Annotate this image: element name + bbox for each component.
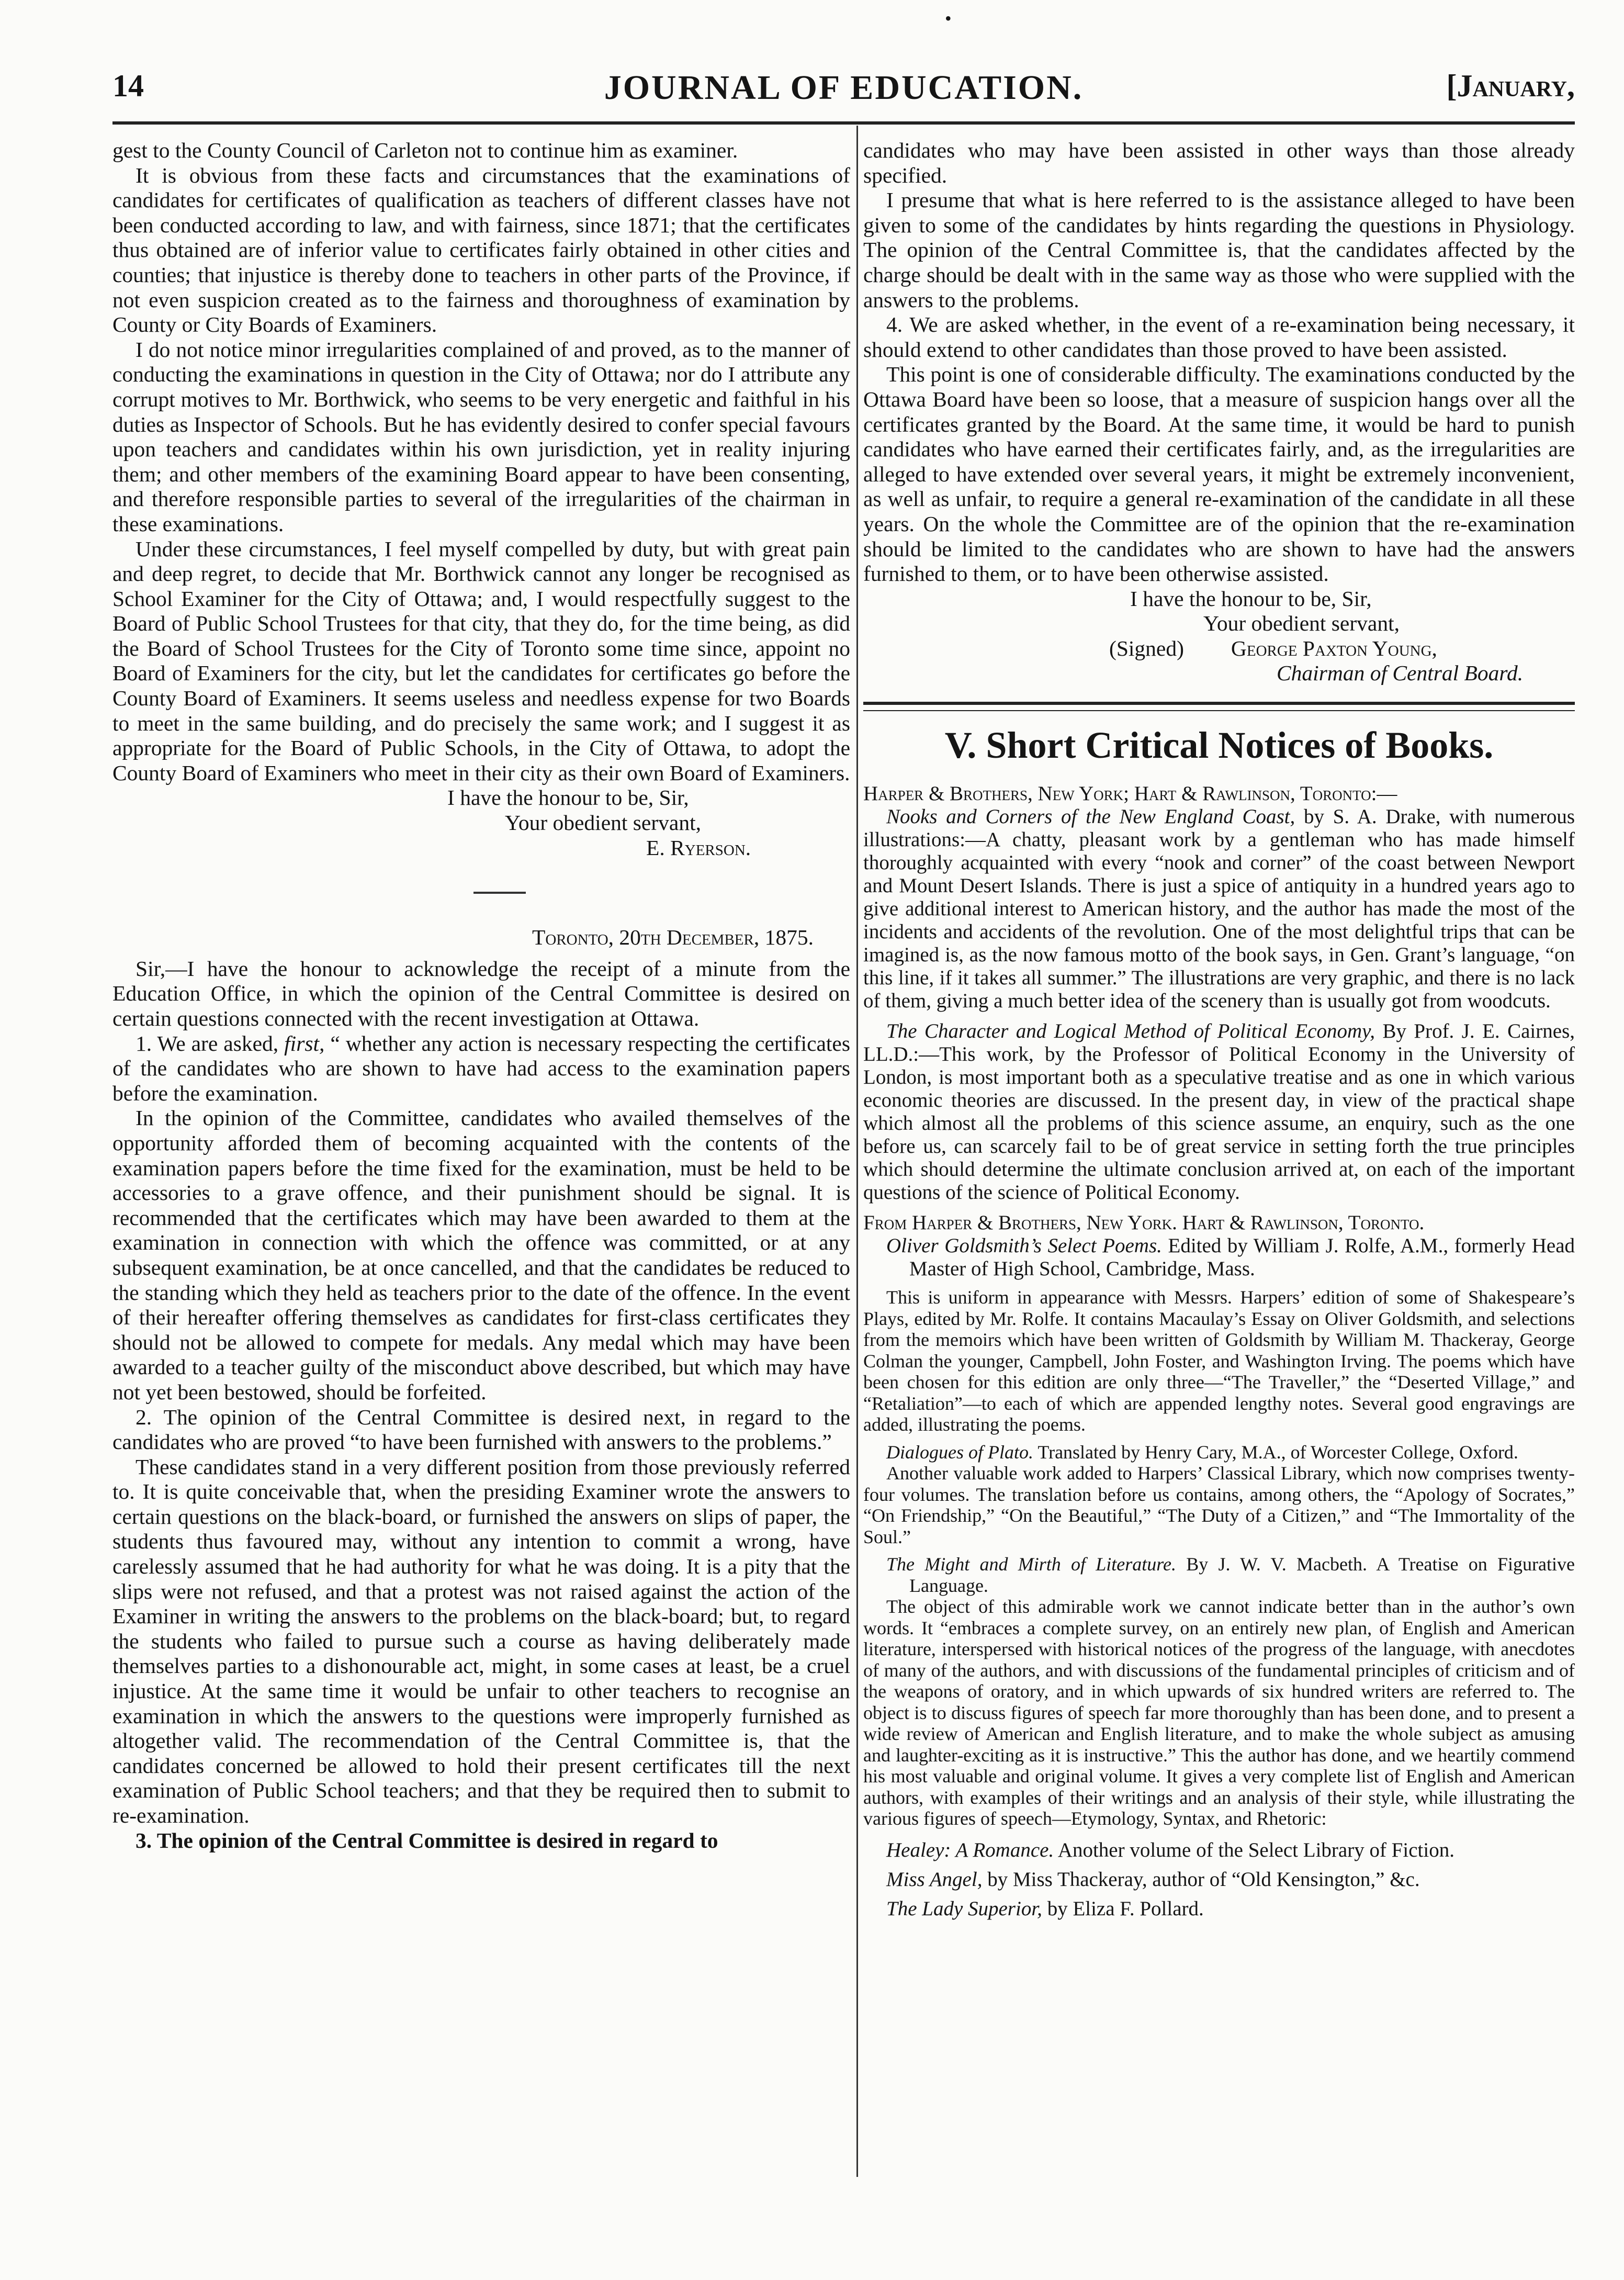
paragraph: It is obvious from these facts and circumstances that the examinations of candidates for certificates of qualification as teachers of different classes have not been conducted according to law, and with fairness, since 1871; that the certificates thus obtained are of inferior value to certificates fairly obtained in other cities and counties; that injustice is thereby done to teachers in other parts of the Province, if not even suspicion created as to the fairness and thoroughness of examination by County or City Boards of Examiners. <box>112 163 850 337</box>
journal-title: JOURNAL OF EDUCATION. <box>604 69 1084 107</box>
closing-line: I have the honour to be, Sir, <box>447 785 689 810</box>
book-text: Translated by Henry Cary, M.A., of Worcester College, Oxford. <box>1033 1441 1518 1463</box>
paragraph: 2. The opinion of the Central Committee is desired next, in regard to the candidates who are proved “to have been furnished with answers to the problems.” <box>112 1405 850 1454</box>
print-mark: • <box>945 8 952 29</box>
book-notices <box>863 782 1575 1281</box>
publisher-line: From Harper & Brothers, New York. Hart & Rawlinson, Toronto. <box>863 1211 1425 1234</box>
paragraph: 3. The opinion of the Central Committee is desired in regard to <box>136 1828 718 1852</box>
closing-line: Your obedient servant, <box>505 811 701 835</box>
text-run: “ whether any action is necessary respecting the certificates of the candidates who are shown to have had access to the examination papers before the examination. <box>112 1031 851 1105</box>
ryerson-closing <box>112 785 850 860</box>
book-text: Edited by William J. Rolfe, A.M., formerly Head Master of High School, Cambridge, Mass. <box>909 1234 1575 1281</box>
book-notice <box>863 1020 1575 1204</box>
committee-closing <box>863 587 1575 686</box>
publisher-line: Harper & Brothers, New York; Hart & Rawlinson, Toronto:— <box>863 782 1397 805</box>
book-notice <box>863 1897 1575 1920</box>
text-run: 1. We are asked, <box>136 1031 285 1055</box>
closing-line: Your obedient servant, <box>1203 611 1400 636</box>
section-title: V. Short Critical Notices of Books. <box>944 724 1494 767</box>
closing-line: I have the honour to be, Sir, <box>1130 586 1372 611</box>
book-notice <box>863 1839 1575 1862</box>
book-title: The Character and Logical Method of Political Economy, <box>886 1020 1375 1043</box>
signature: E. Ryerson. <box>646 835 751 860</box>
separator-rule <box>473 892 526 894</box>
book-notices-small <box>863 1287 1575 1829</box>
signer-title: Chairman of Central Board. <box>1277 661 1524 686</box>
book-title: Nooks and Corners of the New England Coast, <box>886 805 1295 828</box>
book-list <box>863 1839 1575 1920</box>
paragraph: I presume that what is here referred to is the assistance alleged to have been given to some of the candidates by hints regarding the questions in Physiology. The opinion of the Central Committee is, that the candidates affected by the charge should be dealt with in the same way as those who were supplied with the answers to the problems. <box>863 188 1575 312</box>
book-heading <box>863 1442 1575 1463</box>
page-header <box>112 58 1575 118</box>
book-title: Dialogues of Plato. <box>886 1441 1033 1463</box>
book-title: The Lady Superior, <box>886 1897 1042 1920</box>
book-text: Another volume of the Select Library of Fiction. <box>1054 1838 1454 1861</box>
book-title: Healey: A Romance. <box>886 1838 1054 1861</box>
paragraph: Under these circumstances, I feel myself compelled by duty, but with great pain and deep regret, to decide that Mr. Borthwick cannot any longer be recognised as School Examiner for the City of Ottawa; and, I would respectfully suggest to the Board of Public School Trustees for that city, that they do, for the time being, as did the Board of School Trustees for the City of Toronto some time since, appoint no Board of Examiners for the city, but let the candidates for certificates go before the County Board of Examiners. It seems useless and needless expense for two Boards to meet in the same building, and do precisely the same work; and I suggest it as appropriate for the Board of Public Schools, in the City of Ottawa, to adopt the County Board of Examiners who meet in their city as their own Board of Examiners. <box>112 536 850 785</box>
left-column <box>112 138 850 1853</box>
signer-name: George Paxton Young, <box>1231 636 1437 660</box>
signed-line <box>863 636 1575 661</box>
book-text: by Miss Thackeray, author of “Old Kensington,” &c. <box>982 1868 1420 1891</box>
emphasis: first, <box>284 1031 325 1055</box>
paragraph: gest to the County Council of Carleton not to continue him as examiner. <box>112 138 738 162</box>
book-heading <box>863 1554 1575 1596</box>
paragraph: 4. We are asked whether, in the event of a re-examination being necessary, it should extend to other candidates than those proved to have been assisted. <box>863 312 1575 362</box>
paragraph: This point is one of considerable difficulty. The examinations conducted by the Ottawa Board have been so loose, that a measure of suspicion hangs over all the certificates granted by the Board. At the same time, it would be hard to punish candidates who have earned their certificates fairly, and, as the irregularities are alleged to have extended over several years, it might be extremely inconvenient, as well as unfair, to require a general re-examination of the candidate in all these years. On the whole the Committee are of the opinion that the re-examination should be limited to the candidates who are shown to have had the answers furnished to them, or to have been otherwise assisted. <box>863 362 1575 586</box>
book-notice <box>863 1868 1575 1891</box>
page-number: 14 <box>112 69 144 103</box>
paragraph: These candidates stand in a very different position from those previously referred to. It is quite conceivable that, when the presiding Examiner wrote the answers to certain questions on the black-board, or furnished the answers on slips of paper, the students thus favoured may, without any intention to commit a wrong, have carelessly assumed that he had authority for what he was doing. It is a pity that the slips were not refused, and that a protest was not raised against the action of the Examiner in writing the answers to the problems on the black-board; but, to regard the students who failed to pursue such a course as having deliberately made themselves parties to a dishonourable act, might, in some cases at least, be a cruel injustice. At the same time it would be unfair to other teachers to recognise an examination in which the answers to the questions were improperly furnished as altogether valid. The recommendation of the Central Committee is, that the candidates concerned be allowed to hold their present certificates till the next examination of Public School teachers; and that they be required then to submit to re-examination. <box>112 1454 850 1827</box>
paragraph: I do not notice minor irregularities complained of and proved, as to the manner of conducting the examinations in question in the City of Ottawa; nor do I attribute any corrupt motives to Mr. Borthwick, who seems to be very energetic and faithful in his duties as Inspector of Schools. But he has evidently desired to confer special favours upon teachers and candidates within his own jurisdiction, yet in reality injuring them; and other members of the examining Board appear to have been consenting, and therefore responsible parties to several of the irregularities of the chairman in these examinations. <box>112 337 850 536</box>
book-text: By J. W. V. Macbeth. A Treatise on Figurative Language. <box>909 1554 1575 1596</box>
book-title: Oliver Goldsmith’s Select Poems. <box>886 1234 1162 1257</box>
book-text: By Prof. J. E. Cairnes, LL.D.:—This work, by the Professor of Political Economy in the University of London, is most important both as a speculative treatise and as one in which various economic theories are discussed. In the present day, in view of the practical shape which almost all the problems of this science assume, an enquiry, such as the one before us, can scarcely fail to be of great service in setting forth the true principles which should determine the ultimate conclusion arrived at, on each of the important questions of the science of Political Economy. <box>863 1020 1575 1204</box>
paragraph: candidates who may have been assisted in other ways than those already specified. <box>863 138 1575 187</box>
book-notice: Another valuable work added to Harpers’ Classical Library, which now comprises twenty-four volumes. The translation before us contains, among others, the “Apology of Socrates,” “On Friendship,” “On the Beautiful,” “The Duty of a Citizen,” and “The Immortality of the Soul.” <box>863 1463 1575 1547</box>
book-heading <box>863 1234 1575 1281</box>
signed-label: (Signed) <box>1109 636 1184 660</box>
book-notice: The object of this admirable work we cannot indicate better than in the author’s own words. It “embraces a complete survey, on an entirely new plan, of English and American literature, interspersed with historical notices of the progress of the language, with anecdotes of many of the authors, and with discussions of the fundamental principles of criticism and of the weapons of oratory, and in which upwards of six hundred writers are referred to. The object is to discuss figures of speech far more thoroughly than has been done, and to present a wide review of American and English literature, and to make the whole subject as amusing and laughter-exciting as it is instructive.” This the author has done, and we heartily commend his most valuable and original volume. It gives a very complete list of English and American authors, with examples of their writings and an analysis of their style, while illustrating the various figures of speech—Etymology, Syntax, and Rhetoric: <box>863 1596 1575 1829</box>
header-rule <box>112 121 1575 125</box>
book-title: Miss Angel, <box>886 1868 983 1891</box>
book-notice: This is uniform in appearance with Messrs. Harpers’ edition of some of Shakespeare’s Plays, edited by Mr. Rolfe. It contains Macaulay’s Essay on Oliver Goldsmith, and selections from the memoirs which have been written of Goldsmith by William M. Thackeray, George Colman the younger, Campbell, John Foster, and Washington Irving. The poems which have been chosen for this edition are only three—“The Traveller,” the “Deserted Village,” and “Retaliation”—to each of which are appended lengthy notes. Several good engravings are added, illustrating the poems. <box>863 1287 1575 1435</box>
right-column <box>863 138 1575 1920</box>
book-title: The Might and Mirth of Literature. <box>886 1554 1176 1575</box>
dateline: Toronto, 20th December, 1875. <box>532 925 814 950</box>
book-notice <box>863 805 1575 1013</box>
paragraph: In the opinion of the Committee, candidates who availed themselves of the opportunity afforded them of becoming acquainted with the contents of the examination papers before the time fixed for the examination, must be held to be accessories to a grave offence, and their punishment should be signal. It is recommended that the certificates which may have been awarded to them at the examination in connection with which the offence was committed, or at any subsequent examination, be at once cancelled, and that the candidates be reduced to the standing which they held as teachers prior to the date of the offence. In the event of their hereafter offering themselves as candidates for first-class certificates they should not be allowed to compete for medals. Any medal which may have been awarded to a teacher guilty of the misconduct above described, but which may have not yet been bestowed, should be forfeited. <box>112 1106 850 1404</box>
section-rule <box>863 702 1575 711</box>
paragraph <box>112 1031 850 1106</box>
book-text: by Eliza F. Pollard. <box>1042 1897 1204 1920</box>
book-text: by S. A. Drake, with numerous illustrations:—A chatty, pleasant work by a gentleman who has made himself thoroughly acquainted with every “nook and corner” of the coast between Newport and Mount Desert Islands. There is just a spice of antiquity in a hundred years ago to give additional interest to American history, and the author has made the most of the incidents and accidents of the revolution. One of the most delightful trips that can be imagined is, as the now famous motto of the book says, in Gen. Grant’s language, “on this line, if it takes all summer.” The illustrations are very graphic, and there is no lack of them, giving a much better idea of the scenery than is usually got from woodcuts. <box>863 805 1575 1013</box>
paragraph: Sir,—I have the honour to acknowledge the receipt of a minute from the Education Office, in which the opinion of the Central Committee is desired on certain questions connected with the recent investigation at Ottawa. <box>112 956 850 1030</box>
issue-month: [January, <box>1446 69 1575 103</box>
column-divider <box>856 126 858 2177</box>
